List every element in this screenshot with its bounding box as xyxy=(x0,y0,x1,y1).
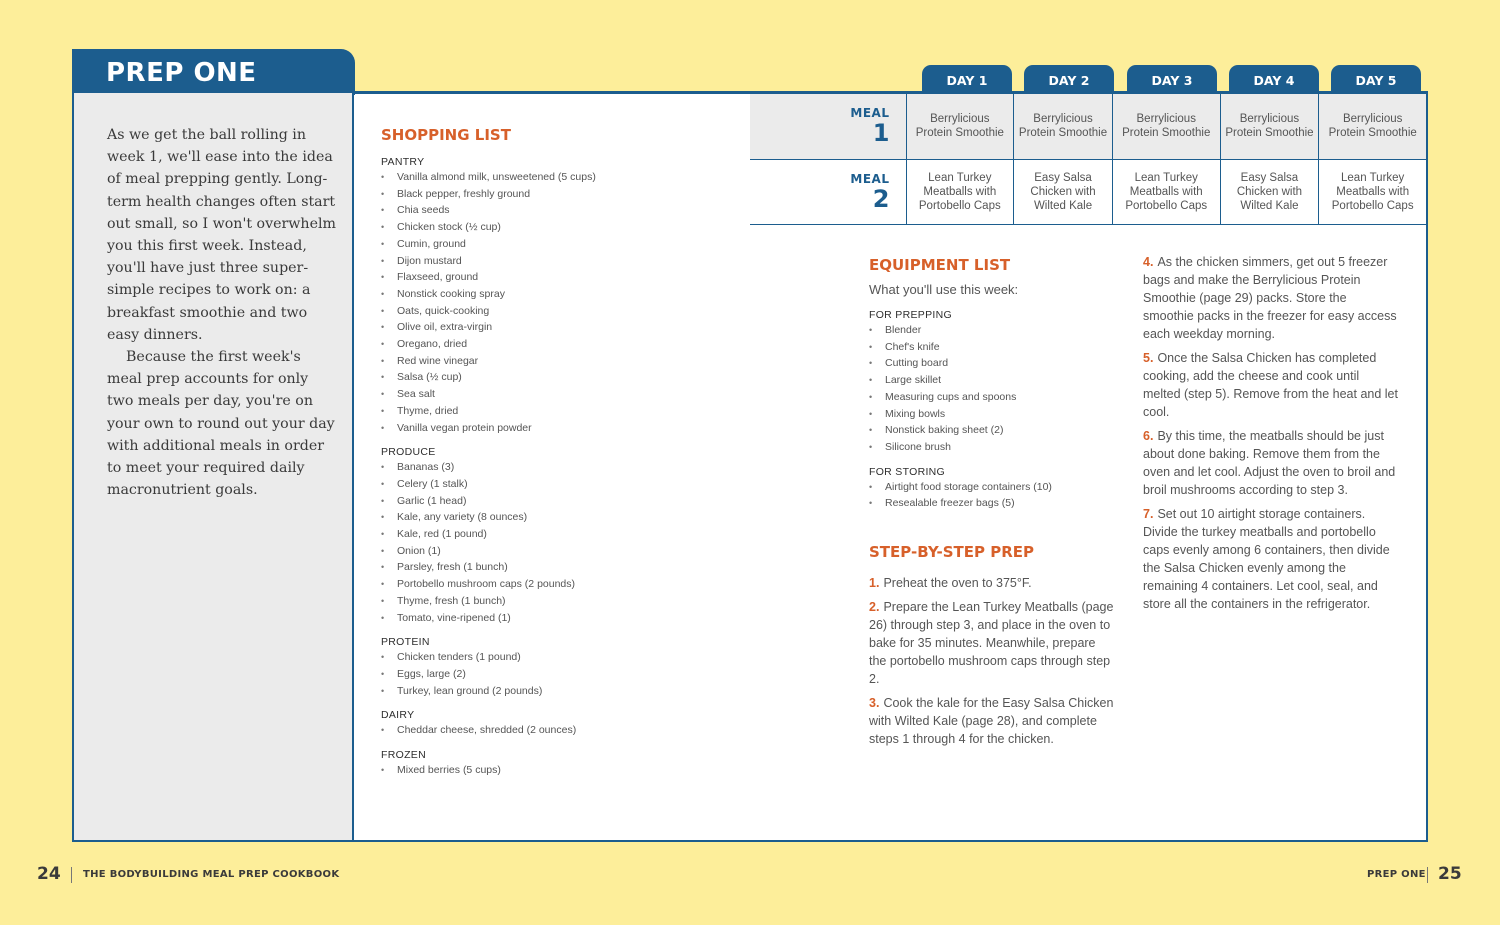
list-item: • Chicken stock (½ cup) xyxy=(381,219,731,236)
list-item: • Flaxseed, ground xyxy=(381,269,731,286)
meal-cell: Berrylicious Protein Smoothie xyxy=(1014,94,1113,159)
equipment-list-title: EQUIPMENT LIST xyxy=(869,256,1011,274)
list-item: • Vanilla almond milk, unsweetened (5 cups) xyxy=(381,169,731,186)
list-item: • Olive oil, extra-virgin xyxy=(381,319,731,336)
meal-label: MEAL xyxy=(850,171,890,186)
footer-divider xyxy=(71,867,72,883)
right-running-title: PREP ONE xyxy=(1367,869,1426,880)
shopping-list xyxy=(381,126,731,779)
step-text: As the chicken simmers, get out 5 freezer bags and make the Berrylicious Protein Smoothie (page 29) packs. Store the smoothie packs in the freezer for easy access each weekday morning. xyxy=(1143,255,1397,341)
list-item: • Chef's knife xyxy=(869,339,1129,356)
category-label-produce: PRODUCE xyxy=(381,446,436,459)
pantry-list xyxy=(381,169,731,436)
list-item: • Cumin, ground xyxy=(381,236,731,253)
meal-cell: Easy Salsa Chicken with Wilted Kale xyxy=(1014,159,1113,224)
title-tab xyxy=(72,49,355,95)
step-text: Set out 10 airtight storage containers. Divide the turkey meatballs and portobello caps evenly among 6 containers, then divide the Salsa Chicken evenly among the remaining 4 containers. Let cool, seal, and store all the containers in the refrigerator. xyxy=(1143,507,1390,611)
list-item: • Measuring cups and spoons xyxy=(869,389,1129,406)
list-item: • Tomato, vine-ripened (1) xyxy=(381,610,731,627)
list-item: • Black pepper, freshly ground xyxy=(381,186,731,203)
category-label-dairy: DAIRY xyxy=(381,709,415,722)
list-item: • Mixing bowls xyxy=(869,406,1129,423)
frozen-list xyxy=(381,762,731,779)
list-item: • Resealable freezer bags (5) xyxy=(869,495,1129,512)
category-label-storing: FOR STORING xyxy=(869,465,946,478)
category-label-prepping: FOR PREPPING xyxy=(869,309,952,321)
meal-cell: Lean Turkey Meatballs with Portobello Caps xyxy=(906,159,1014,224)
step-item xyxy=(869,598,1114,688)
list-item: • Red wine vinegar xyxy=(381,353,731,370)
footer-divider xyxy=(1427,867,1428,883)
category-label-pantry: PANTRY xyxy=(381,156,425,168)
step-item xyxy=(1143,505,1398,613)
list-item: • Kale, any variety (8 ounces) xyxy=(381,509,731,526)
meal-cell: Easy Salsa Chicken with Wilted Kale xyxy=(1220,159,1319,224)
list-item: • Thyme, fresh (1 bunch) xyxy=(381,593,731,610)
meal-label: MEAL xyxy=(850,106,890,121)
list-item: • Mixed berries (5 cups) xyxy=(381,762,731,779)
meal-header-2 xyxy=(750,159,906,224)
intro-paragraph: Because the first week's meal prep accounts for only two meals per day, you're on your own to round out your day with additional meals in order to meet your required daily macronutrient goals. xyxy=(107,349,335,499)
meal-cell: Berrylicious Protein Smoothie xyxy=(1319,94,1427,159)
step-number: 5. xyxy=(1143,351,1154,365)
day-tab-4: DAY 4 xyxy=(1229,65,1319,93)
day-tab-5: DAY 5 xyxy=(1331,65,1421,93)
meal-plan-table xyxy=(750,94,1427,225)
step-item xyxy=(1143,349,1398,421)
step-text: By this time, the meatballs should be just about done baking. Remove them from the oven and let cool. Adjust the oven to broil and broil mushrooms according to step 3. xyxy=(1143,429,1396,497)
list-item: • Chia seeds xyxy=(381,202,731,219)
steps-title: STEP-BY-STEP PREP xyxy=(869,543,1035,561)
meal-cell: Berrylicious Protein Smoothie xyxy=(1112,94,1220,159)
step-text: Preheat the oven to 375°F. xyxy=(883,576,1032,590)
day-tab-2: DAY 2 xyxy=(1024,65,1114,93)
day-tab-1: DAY 1 xyxy=(922,65,1012,93)
intro-text xyxy=(107,124,337,501)
list-item: • Nonstick baking sheet (2) xyxy=(869,422,1129,439)
step-item xyxy=(869,694,1114,748)
prepping-list xyxy=(869,322,1129,456)
list-item: • Turkey, lean ground (2 pounds) xyxy=(381,683,731,700)
list-item: • Garlic (1 head) xyxy=(381,493,731,510)
list-item: • Blender xyxy=(869,322,1129,339)
list-item: • Chicken tenders (1 pound) xyxy=(381,649,731,666)
list-item: • Onion (1) xyxy=(381,543,731,560)
list-item: • Salsa (½ cup) xyxy=(381,369,731,386)
list-item: • Parsley, fresh (1 bunch) xyxy=(381,559,731,576)
meal-cell: Lean Turkey Meatballs with Portobello Caps xyxy=(1112,159,1220,224)
shopping-list-title: SHOPPING LIST xyxy=(381,126,511,144)
list-item: • Silicone brush xyxy=(869,439,1129,456)
step-text: Prepare the Lean Turkey Meatballs (page 26) through step 3, and place in the oven to bake for 35 minutes. Meanwhile, prepare the portobello mushroom caps through step 2. xyxy=(869,600,1114,686)
list-item: • Airtight food storage containers (10) xyxy=(869,479,1129,496)
step-item xyxy=(869,574,1114,592)
list-item: • Oregano, dried xyxy=(381,336,731,353)
category-label-protein: PROTEIN xyxy=(381,636,430,649)
storing-list xyxy=(869,479,1129,512)
list-item: • Vanilla vegan protein powder xyxy=(381,420,731,437)
page-title: PREP ONE xyxy=(106,58,257,88)
list-item: • Cheddar cheese, shredded (2 ounces) xyxy=(381,722,731,739)
list-item: • Celery (1 stalk) xyxy=(381,476,731,493)
step-by-step-prep xyxy=(869,543,1114,754)
step-number: 2. xyxy=(869,600,880,614)
meal-number: 1 xyxy=(872,119,890,148)
equipment-intro: What you'll use this week: xyxy=(869,282,1019,297)
list-item: • Cutting board xyxy=(869,355,1129,372)
step-by-step-prep-continued xyxy=(1143,253,1398,619)
list-item: • Large skillet xyxy=(869,372,1129,389)
step-number: 4. xyxy=(1143,255,1154,269)
list-item: • Oats, quick-cooking xyxy=(381,303,731,320)
list-item: • Dijon mustard xyxy=(381,253,731,270)
meal-cell: Berrylicious Protein Smoothie xyxy=(906,94,1014,159)
step-number: 7. xyxy=(1143,507,1154,521)
list-item: • Thyme, dried xyxy=(381,403,731,420)
step-text: Cook the kale for the Easy Salsa Chicken with Wilted Kale (page 28), and complete steps 1 through 4 for the chicken. xyxy=(869,696,1114,746)
right-page-number: 25 xyxy=(1438,864,1462,884)
intro-paragraph: As we get the ball rolling in week 1, we'll ease into the idea of meal prepping gently. Long-term health changes often start out small, so I won't overwhelm you this first week. Instead, you'll have just three super-simple recipes to work on: a breakfast smoothie and two easy dinners. xyxy=(107,127,336,343)
day-tab-3: DAY 3 xyxy=(1127,65,1217,93)
step-item xyxy=(1143,253,1398,343)
meal-cell: Lean Turkey Meatballs with Portobello Caps xyxy=(1319,159,1427,224)
meal-number: 2 xyxy=(872,184,890,213)
step-item xyxy=(1143,427,1398,499)
list-item: • Portobello mushroom caps (2 pounds) xyxy=(381,576,731,593)
equipment-list xyxy=(869,256,1129,512)
meal-cell: Berrylicious Protein Smoothie xyxy=(1220,94,1319,159)
list-item: • Sea salt xyxy=(381,386,731,403)
meal-header-1 xyxy=(750,94,906,159)
produce-list xyxy=(381,459,731,626)
step-text: Once the Salsa Chicken has completed cooking, add the cheese and cook until melted (step 5). Remove from the heat and let cool. xyxy=(1143,351,1398,419)
protein-list xyxy=(381,649,731,699)
dairy-list xyxy=(381,722,731,739)
meal-row-2 xyxy=(750,159,1427,224)
list-item: • Bananas (3) xyxy=(381,459,731,476)
list-item: • Kale, red (1 pound) xyxy=(381,526,731,543)
intro-sidebar xyxy=(74,93,354,840)
list-item: • Eggs, large (2) xyxy=(381,666,731,683)
step-number: 3. xyxy=(869,696,880,710)
list-item: • Nonstick cooking spray xyxy=(381,286,731,303)
step-number: 1. xyxy=(869,576,880,590)
meal-row-1 xyxy=(750,94,1427,159)
left-page-number: 24 xyxy=(37,864,61,884)
category-label-frozen: FROZEN xyxy=(381,749,426,762)
step-number: 6. xyxy=(1143,429,1154,443)
left-running-title: THE BODYBUILDING MEAL PREP COOKBOOK xyxy=(83,869,340,880)
